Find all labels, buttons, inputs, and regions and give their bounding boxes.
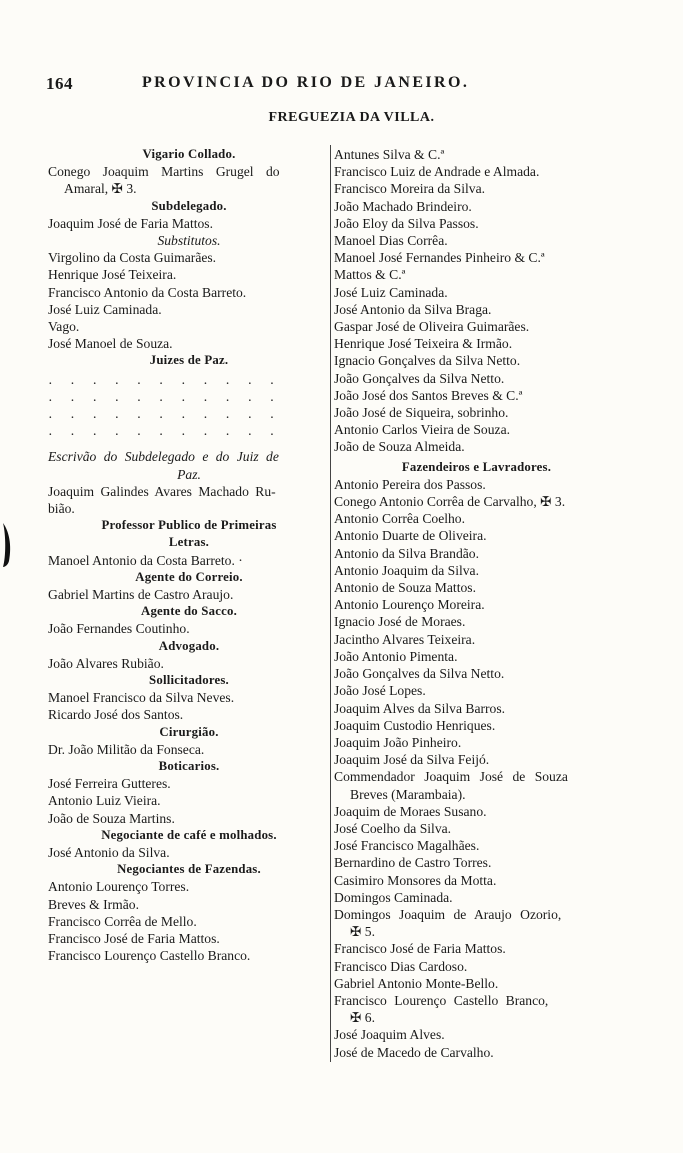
list-item: José Luiz Caminada.	[334, 284, 448, 300]
list-item: Vago.	[48, 319, 80, 335]
list-item: José Coelho da Silva.	[334, 820, 452, 836]
dot-leader-row: · · · · · · · · · · ·	[48, 393, 275, 409]
list-item: Virgolino da Costa Guimarães.	[48, 250, 217, 266]
list-item: Francisco Luiz de Andrade e Almada.	[334, 164, 540, 180]
heading-agente-sacco: Agente do Sacco.	[141, 604, 237, 619]
list-item: Antonio Corrêa Coelho.	[334, 511, 466, 527]
list-item: Ignacio José de Moraes.	[334, 614, 466, 630]
section-title-text: FREGUEZIA DA VILLA.	[268, 110, 435, 125]
list-item: Francisco Moreira da Silva.	[334, 181, 485, 197]
domingos-line1: Domingos Joaquim de Araujo Ozorio,	[334, 906, 562, 922]
list-item: João Gonçalves da Silva Netto.	[334, 666, 505, 682]
list-item: João José dos Santos Breves & C.ª	[334, 387, 523, 403]
negociante-cafe-name: José Antonio da Silva.	[48, 845, 170, 861]
domingos-line2: ✠ 5.	[350, 924, 375, 940]
heading-agente-correio: Agente do Correio.	[135, 569, 243, 584]
list-item: Gabriel Antonio Monte-Bello.	[334, 975, 499, 991]
right-column	[334, 146, 619, 1061]
heading-advogado: Advogado.	[158, 638, 220, 653]
list-item: Joaquim João Pinheiro.	[334, 734, 462, 750]
list-item: José Ferreira Gutteres.	[48, 776, 171, 792]
list-item: José Joaquim Alves.	[334, 1027, 445, 1043]
list-item: Casimiro Monsores da Motta.	[334, 872, 497, 888]
list-item: José Francisco Magalhães.	[334, 838, 480, 854]
list-item: João José de Siqueira, sobrinho.	[334, 405, 509, 421]
heading-negociante-cafe: Negociante de café e molhados.	[101, 827, 277, 842]
list-item: Francisco José de Faria Mattos.	[48, 931, 220, 947]
advogado-name: João Alvares Rubião.	[48, 655, 164, 671]
list-item: José Manoel de Souza.	[48, 336, 173, 352]
column-divider	[330, 145, 331, 1062]
list-item: João José Lopes.	[334, 683, 426, 699]
list-item: Mattos & C.ª	[334, 267, 406, 283]
binding-mark-icon	[0, 521, 14, 569]
vigario-entry-line1: Conego Joaquim Martins Grugel do	[48, 164, 280, 180]
list-item: Henrique José Teixeira & Irmão.	[334, 336, 513, 352]
list-item: João de Souza Almeida.	[334, 439, 465, 455]
list-item: Manoel Francisco da Silva Neves.	[48, 690, 235, 706]
escrivao-label-line1: Escrivão do Subdelegado e do Juiz de	[48, 449, 279, 465]
list-item: Domingos Caminada.	[334, 889, 453, 905]
escrivao-name-line1: Joaquim Galindes Avares Machado Ru-	[48, 483, 276, 499]
dot-leader-row: · · · · · · · · · · ·	[48, 376, 275, 392]
agente-sacco-name: João Fernandes Coutinho.	[48, 621, 190, 637]
list-item: Antonio Duarte de Oliveira.	[334, 528, 487, 544]
heading-boticarios: Boticarios.	[158, 759, 220, 774]
heading-substitutos: Substitutos.	[157, 233, 221, 249]
agente-correio-name: Gabriel Martins de Castro Araujo.	[48, 587, 234, 603]
list-item: Henrique José Teixeira.	[48, 267, 177, 283]
list-item: Ignacio Gonçalves da Silva Netto.	[334, 353, 521, 369]
list-item: João Antonio Pimenta.	[334, 648, 458, 664]
list-item: Antonio Pereira dos Passos.	[334, 476, 486, 492]
heading-professor-line1: Professor Publico de Primeiras	[101, 518, 277, 533]
list-item: Bernardino de Castro Torres.	[334, 855, 492, 871]
subdelegado-name: Joaquim José de Faria Mattos.	[48, 215, 213, 231]
section-title	[0, 110, 683, 126]
francisco-line2: ✠ 6.	[350, 1010, 375, 1026]
list-item: João Gonçalves da Silva Netto.	[334, 370, 505, 386]
professor-name: Manoel Antonio da Costa Barreto. ·	[48, 552, 243, 568]
escrivao-label-line2: Paz.	[177, 466, 201, 482]
dot-leader-row: · · · · · · · · · · ·	[48, 428, 275, 444]
running-title: PROVINCIA DO RIO DE JANEIRO.	[142, 74, 470, 91]
escrivao-name-line2: bião.	[48, 501, 75, 516]
dot-leader-row: · · · · · · · · · · ·	[48, 411, 275, 427]
heading-sollicitadores: Sollicitadores.	[149, 673, 229, 688]
heading-negociantes-fazendas: Negociantes de Fazendas.	[117, 862, 261, 877]
list-item: Francisco Lourenço Castello Branco.	[48, 948, 251, 964]
list-item: João de Souza Martins.	[48, 810, 175, 826]
list-item: Ricardo José dos Santos.	[48, 707, 184, 723]
heading-vigario: Vigario Collado.	[142, 147, 236, 161]
list-item: Francisco Corrêa de Mello.	[48, 913, 197, 929]
list-item: Joaquim Custodio Henriques.	[334, 717, 496, 733]
list-item: Antonio Joaquim da Silva.	[334, 562, 479, 578]
commendador-line2: Breves (Marambaia).	[350, 786, 466, 802]
francisco-line1: Francisco Lourenço Castello Branco,	[334, 992, 549, 1008]
heading-fazendeiros: Fazendeiros e Lavradores.	[401, 459, 552, 474]
heading-cirurgiao: Cirurgião.	[159, 724, 219, 739]
commendador-line1: Commendador Joaquim José de Souza	[334, 769, 568, 785]
list-item: Breves & Irmão.	[48, 896, 139, 912]
list-item: Antonio Lourenço Torres.	[48, 879, 190, 895]
page-number: 164	[46, 74, 73, 93]
list-item: José Antonio da Silva Braga.	[334, 301, 492, 317]
list-item: João Machado Brindeiro.	[334, 198, 472, 214]
vigario-entry-line2: Amaral, ✠ 3.	[64, 181, 137, 197]
list-item: João Eloy da Silva Passos.	[334, 215, 479, 231]
list-item: Antonio Lourenço Moreira.	[334, 597, 485, 613]
page-header	[0, 74, 683, 98]
list-item: Antunes Silva & C.ª	[334, 147, 445, 162]
list-item: José Luiz Caminada.	[48, 301, 162, 317]
list-item: Conego Antonio Corrêa de Carvalho, ✠ 3.	[334, 494, 566, 510]
list-item: Gaspar José de Oliveira Guimarães.	[334, 319, 530, 335]
list-item: Jacintho Alvares Teixeira.	[334, 631, 476, 647]
left-column	[48, 146, 330, 964]
heading-professor-line2: Letras.	[168, 535, 210, 550]
list-item: Antonio Luiz Vieira.	[48, 793, 161, 809]
list-item: José de Macedo de Carvalho.	[334, 1044, 494, 1060]
list-item: Manoel Dias Corrêa.	[334, 233, 448, 249]
list-item: Joaquim de Moraes Susano.	[334, 803, 487, 819]
list-item: Joaquim José da Silva Feijó.	[334, 752, 490, 768]
heading-subdelegado: Subdelegado.	[151, 198, 227, 213]
list-item: Joaquim Alves da Silva Barros.	[334, 700, 506, 716]
list-item: Francisco Antonio da Costa Barreto.	[48, 284, 247, 300]
list-item: Antonio Carlos Vieira de Souza.	[334, 422, 510, 438]
list-item: Antonio da Silva Brandão.	[334, 545, 479, 561]
heading-juizes-de-paz: Juizes de Paz.	[149, 353, 229, 368]
list-item: Francisco Dias Cardoso.	[334, 958, 468, 974]
cirurgiao-name: Dr. João Militão da Fonseca.	[48, 741, 205, 757]
list-item: Antonio de Souza Mattos.	[334, 580, 476, 596]
list-item: Francisco José de Faria Mattos.	[334, 941, 506, 957]
list-item: Manoel José Fernandes Pinheiro & C.ª	[334, 250, 545, 266]
